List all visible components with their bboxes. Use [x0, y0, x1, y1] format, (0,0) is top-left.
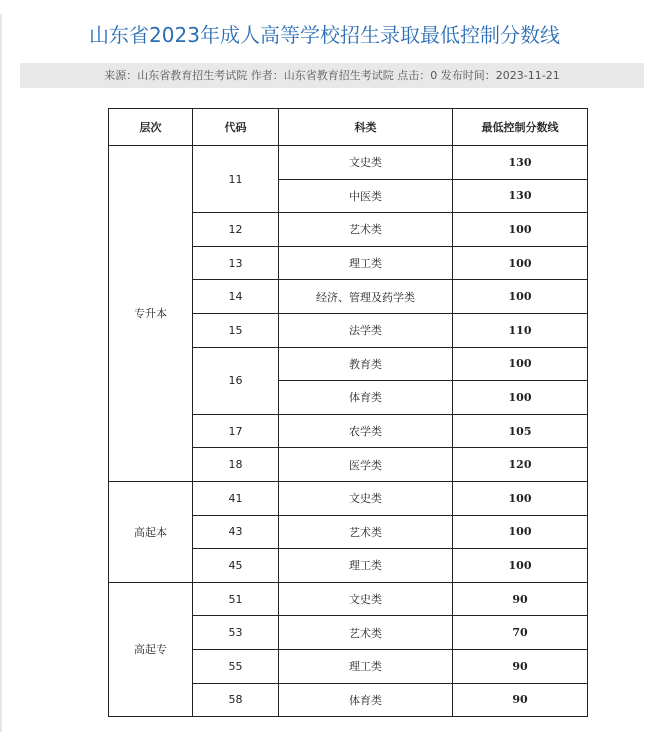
subject-cell: 农学类	[279, 414, 453, 448]
subject-cell: 文史类	[279, 146, 453, 180]
header-subject: 科类	[279, 109, 453, 146]
code-cell: 41	[193, 481, 279, 515]
score-cell: 105	[453, 414, 588, 448]
table-body	[109, 146, 588, 717]
score-cell: 100	[453, 280, 588, 314]
code-cell: 13	[193, 246, 279, 280]
subject-cell: 艺术类	[279, 213, 453, 247]
score-cell: 90	[453, 582, 588, 616]
code-cell: 18	[193, 448, 279, 482]
subject-cell: 体育类	[279, 683, 453, 717]
subject-cell: 法学类	[279, 313, 453, 347]
subject-cell: 医学类	[279, 448, 453, 482]
score-cell: 100	[453, 213, 588, 247]
score-cell: 130	[453, 146, 588, 180]
score-table	[108, 108, 588, 717]
subject-cell: 文史类	[279, 582, 453, 616]
table-row	[109, 481, 588, 515]
score-cell: 100	[453, 246, 588, 280]
score-cell: 100	[453, 347, 588, 381]
code-cell: 53	[193, 616, 279, 650]
subject-cell: 文史类	[279, 481, 453, 515]
subject-cell: 理工类	[279, 649, 453, 683]
subject-cell: 体育类	[279, 381, 453, 415]
header-code: 代码	[193, 109, 279, 146]
header-level: 层次	[109, 109, 193, 146]
code-cell: 51	[193, 582, 279, 616]
score-cell: 90	[453, 683, 588, 717]
score-cell: 100	[453, 549, 588, 583]
code-cell: 15	[193, 313, 279, 347]
table-header-row	[109, 109, 588, 146]
score-cell: 90	[453, 649, 588, 683]
code-cell: 43	[193, 515, 279, 549]
code-cell: 17	[193, 414, 279, 448]
page-title: 山东省2023年成人高等学校招生录取最低控制分数线	[89, 23, 560, 47]
score-cell: 120	[453, 448, 588, 482]
code-cell: 16	[193, 347, 279, 414]
code-cell: 11	[193, 146, 279, 213]
table-row	[109, 582, 588, 616]
code-cell: 58	[193, 683, 279, 717]
subject-cell: 艺术类	[279, 616, 453, 650]
score-cell: 100	[453, 381, 588, 415]
subject-cell: 理工类	[279, 246, 453, 280]
subject-cell: 理工类	[279, 549, 453, 583]
subject-cell: 艺术类	[279, 515, 453, 549]
left-border-rule	[0, 14, 2, 732]
code-cell: 14	[193, 280, 279, 314]
level-cell: 高起专	[109, 582, 193, 716]
subject-cell: 经济、管理及药学类	[279, 280, 453, 314]
level-cell: 高起本	[109, 481, 193, 582]
level-cell: 专升本	[109, 146, 193, 482]
header-min-score: 最低控制分数线	[453, 109, 588, 146]
code-cell: 45	[193, 549, 279, 583]
code-cell: 55	[193, 649, 279, 683]
score-cell: 100	[453, 515, 588, 549]
table-row	[109, 146, 588, 180]
score-cell: 110	[453, 313, 588, 347]
subject-cell: 中医类	[279, 179, 453, 213]
subject-cell: 教育类	[279, 347, 453, 381]
score-cell: 130	[453, 179, 588, 213]
article-meta-bar: 来源：山东省教育招生考试院 作者：山东省教育招生考试院 点击：0 发布时间：2023-11-21	[20, 63, 644, 88]
code-cell: 12	[193, 213, 279, 247]
score-cell: 100	[453, 481, 588, 515]
score-cell: 70	[453, 616, 588, 650]
